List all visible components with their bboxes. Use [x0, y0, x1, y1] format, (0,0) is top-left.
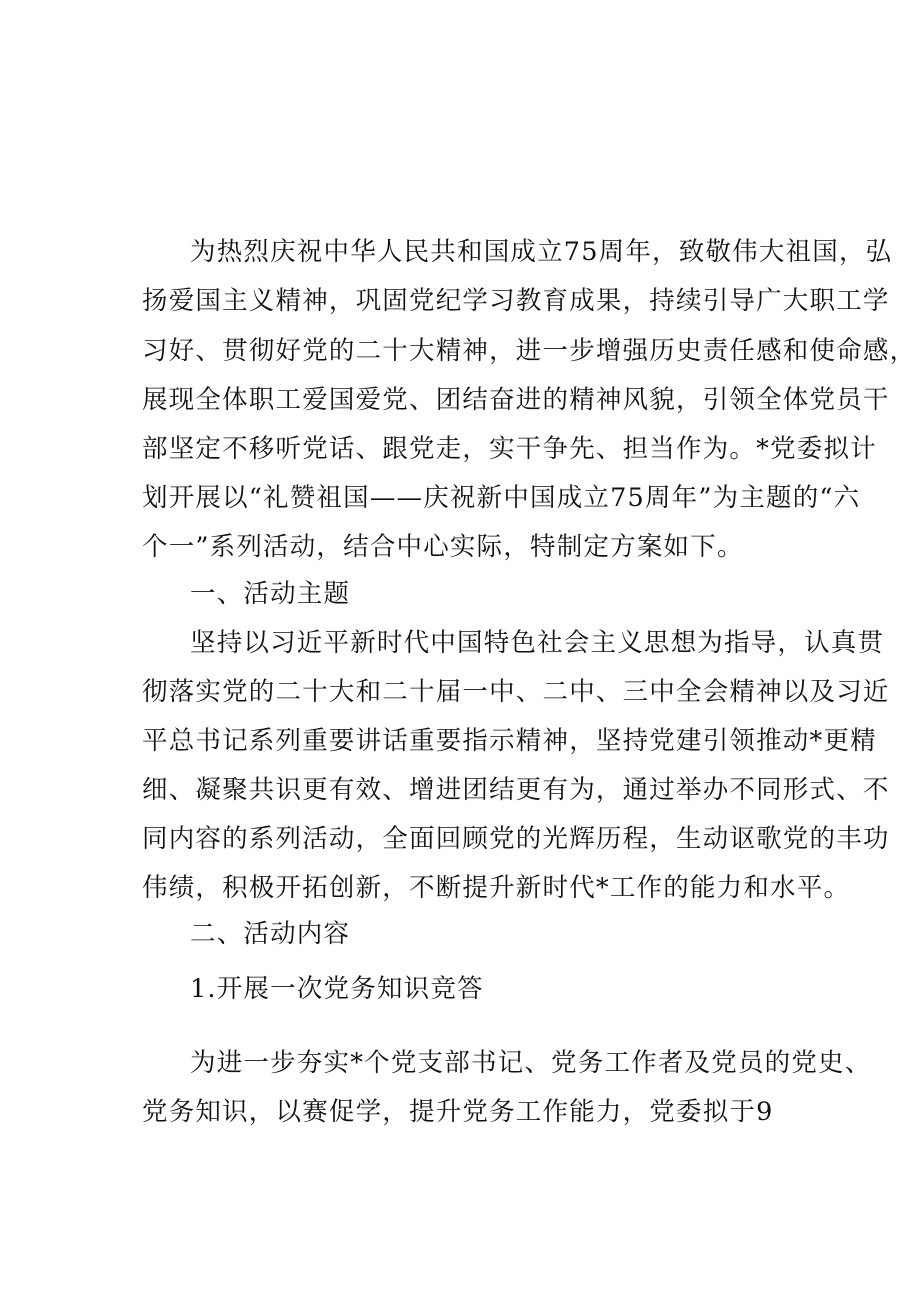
quiz-line-1: 为进一步夯实*个党支部书记、党务工作者及党员的党史、 — [190, 1048, 872, 1078]
intro-line-1: 为热烈庆祝中华人民共和国成立75周年，致敬伟大祖国，弘 — [190, 237, 893, 267]
quiz-line-2: 党务知识，以赛促学，提升党务工作能力，党委拟于9 — [142, 1097, 774, 1127]
section-heading-theme: 一、活动主题 — [190, 579, 351, 609]
item-heading-quiz: 1.开展一次党务知识竞答 — [190, 974, 484, 1004]
intro-line-4: 展现全体职工爱国爱党、团结奋进的精神风貌，引领全体党员干 — [142, 385, 890, 415]
intro-line-7: 个一”系列活动，结合中心实际，特制定方案如下。 — [142, 532, 744, 562]
intro-line-5: 部坚定不移听党话、跟党走，实干争先、担当作为。*党委拟计 — [142, 434, 877, 464]
theme-line-5: 同内容的系列活动，全面回顾党的光辉历程，生动讴歌党的丰功 — [142, 824, 890, 854]
theme-line-2: 彻落实党的二十大和二十届一中、二中、三中全会精神以及习近 — [142, 677, 890, 707]
theme-line-4: 细、凝聚共识更有效、增进团结更有为，通过举办不同形式、不 — [142, 775, 890, 805]
theme-line-3: 平总书记系列重要讲话重要指示精神，坚持党建引领推动*更精 — [142, 726, 877, 756]
theme-line-1: 坚持以习近平新时代中国特色社会主义思想为指导，认真贯 — [190, 628, 885, 658]
intro-line-2: 扬爱国主义精神，巩固党纪学习教育成果，持续引导广大职工学 — [142, 286, 890, 316]
intro-line-6: 划开展以“礼赞祖国——庆祝新中国成立75周年”为主题的“六 — [142, 483, 861, 513]
section-heading-content: 二、活动内容 — [190, 919, 351, 949]
intro-line-3: 习好、贯彻好党的二十大精神，进一步增强历史责任感和使命感， — [142, 336, 917, 366]
theme-line-6: 伟绩，积极开拓创新，不断提升新时代*工作的能力和水平。 — [142, 873, 851, 903]
